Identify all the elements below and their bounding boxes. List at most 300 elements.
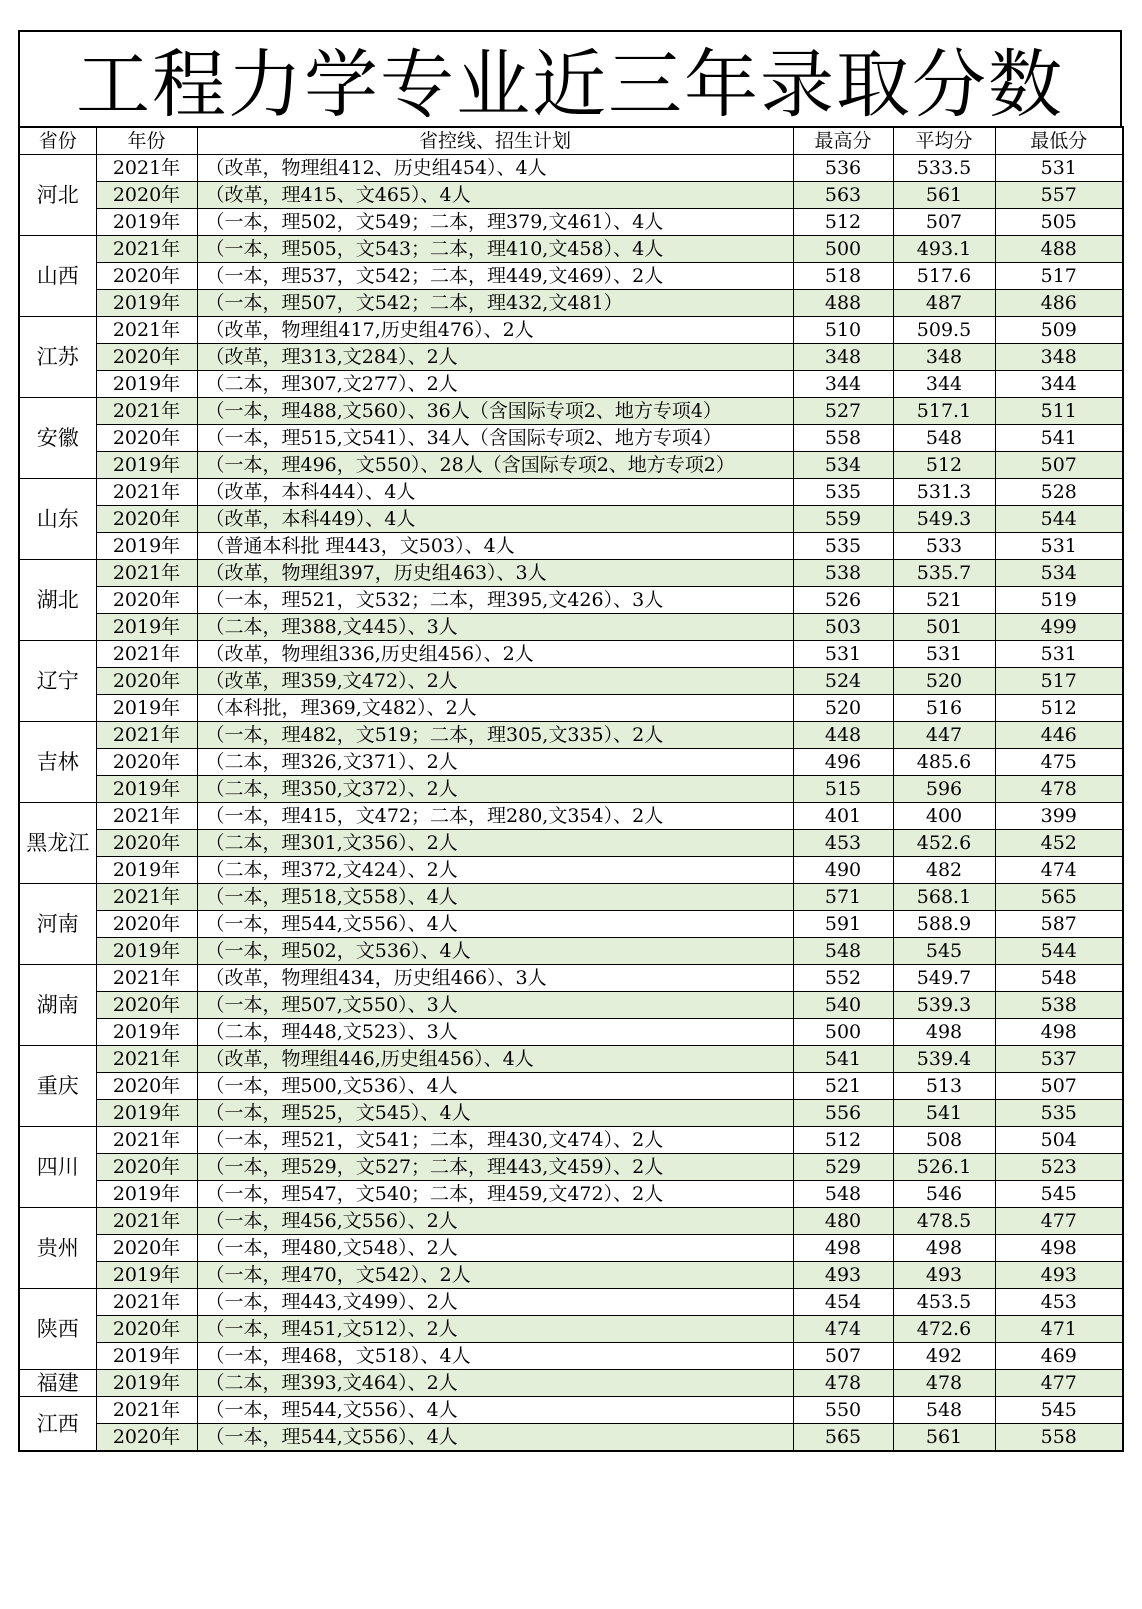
table-row (19, 1154, 1123, 1181)
avg-score-cell: 541 (893, 1100, 995, 1127)
avg-score-cell: 521 (893, 587, 995, 614)
avg-score-cell: 344 (893, 371, 995, 398)
min-score-cell: 452 (995, 830, 1123, 857)
table-row (19, 1343, 1123, 1370)
avg-score-cell: 493.1 (893, 236, 995, 263)
max-score-cell: 401 (793, 803, 893, 830)
plan-cell: （一本，理521，文532；二本，理395,文426）、3人 (197, 587, 793, 614)
min-score-cell: 511 (995, 398, 1123, 425)
page-title: 工程力学专业近三年录取分数 (18, 30, 1122, 126)
table-row (19, 803, 1123, 830)
max-score-cell: 478 (793, 1370, 893, 1397)
avg-score-cell: 533 (893, 533, 995, 560)
min-score-cell: 544 (995, 506, 1123, 533)
min-score-cell: 557 (995, 182, 1123, 209)
year-cell: 2020年 (96, 587, 197, 614)
province-cell: 陕西 (19, 1289, 96, 1370)
max-score-cell: 529 (793, 1154, 893, 1181)
min-score-cell: 587 (995, 911, 1123, 938)
min-score-cell: 531 (995, 641, 1123, 668)
plan-cell: （一本，理488,文560）、36人（含国际专项2、地方专项4） (197, 398, 793, 425)
max-score-cell: 500 (793, 236, 893, 263)
province-cell: 江苏 (19, 317, 96, 398)
max-score-cell: 512 (793, 1127, 893, 1154)
avg-score-cell: 561 (893, 182, 995, 209)
year-cell: 2021年 (96, 479, 197, 506)
province-cell: 山西 (19, 236, 96, 317)
min-score-cell: 519 (995, 587, 1123, 614)
plan-cell: （改革，物理组336,历史组456）、2人 (197, 641, 793, 668)
min-score-cell: 544 (995, 938, 1123, 965)
plan-cell: （改革，理359,文472）、2人 (197, 668, 793, 695)
table-row (19, 506, 1123, 533)
avg-score-cell: 485.6 (893, 749, 995, 776)
year-cell: 2021年 (96, 641, 197, 668)
min-score-cell: 517 (995, 263, 1123, 290)
max-score-cell: 503 (793, 614, 893, 641)
year-cell: 2020年 (96, 992, 197, 1019)
province-cell: 河南 (19, 884, 96, 965)
plan-cell: （改革，物理组417,历史组476）、2人 (197, 317, 793, 344)
min-score-cell: 499 (995, 614, 1123, 641)
year-cell: 2019年 (96, 695, 197, 722)
year-cell: 2019年 (96, 209, 197, 236)
province-cell: 吉林 (19, 722, 96, 803)
table-row (19, 1316, 1123, 1343)
max-score-cell: 521 (793, 1073, 893, 1100)
table-row (19, 749, 1123, 776)
table-row (19, 1019, 1123, 1046)
min-score-cell: 537 (995, 1046, 1123, 1073)
plan-cell: （普通本科批 理443，文503）、4人 (197, 533, 793, 560)
table-row (19, 884, 1123, 911)
table-row (19, 1100, 1123, 1127)
year-cell: 2021年 (96, 1046, 197, 1073)
year-cell: 2019年 (96, 1343, 197, 1370)
min-score-cell: 534 (995, 560, 1123, 587)
score-table (18, 126, 1124, 1452)
plan-cell: （一本，理547，文540；二本，理459,文472）、2人 (197, 1181, 793, 1208)
min-score-cell: 538 (995, 992, 1123, 1019)
year-cell: 2020年 (96, 425, 197, 452)
min-score-cell: 446 (995, 722, 1123, 749)
plan-cell: （二本，理448,文523）、3人 (197, 1019, 793, 1046)
year-cell: 2020年 (96, 1073, 197, 1100)
avg-score-cell: 453.5 (893, 1289, 995, 1316)
max-score-cell: 531 (793, 641, 893, 668)
min-score-cell: 541 (995, 425, 1123, 452)
plan-cell: （改革，本科449）、4人 (197, 506, 793, 533)
max-score-cell: 488 (793, 290, 893, 317)
max-score-cell: 563 (793, 182, 893, 209)
max-score-cell: 448 (793, 722, 893, 749)
table-row (19, 857, 1123, 884)
max-score-cell: 565 (793, 1424, 893, 1452)
max-score-cell: 512 (793, 209, 893, 236)
table-row (19, 452, 1123, 479)
avg-score-cell: 487 (893, 290, 995, 317)
table-row (19, 776, 1123, 803)
max-score-cell: 493 (793, 1262, 893, 1289)
year-cell: 2021年 (96, 884, 197, 911)
avg-score-cell: 539.3 (893, 992, 995, 1019)
table-row (19, 1424, 1123, 1452)
avg-score-cell: 482 (893, 857, 995, 884)
year-cell: 2021年 (96, 398, 197, 425)
avg-score-cell: 472.6 (893, 1316, 995, 1343)
plan-cell: （一本，理415，文472；二本，理280,文354）、2人 (197, 803, 793, 830)
avg-score-cell: 517.1 (893, 398, 995, 425)
max-score-cell: 496 (793, 749, 893, 776)
min-score-cell: 477 (995, 1208, 1123, 1235)
year-cell: 2020年 (96, 830, 197, 857)
plan-cell: （一本，理525，文545）、4人 (197, 1100, 793, 1127)
plan-cell: （改革，物理组434，历史组466）、3人 (197, 965, 793, 992)
max-score-cell: 515 (793, 776, 893, 803)
avg-score-cell: 535.7 (893, 560, 995, 587)
plan-cell: （一本，理500,文536）、4人 (197, 1073, 793, 1100)
table-row (19, 533, 1123, 560)
avg-score-cell: 526.1 (893, 1154, 995, 1181)
avg-score-cell: 478.5 (893, 1208, 995, 1235)
table-row (19, 1073, 1123, 1100)
min-score-cell: 504 (995, 1127, 1123, 1154)
year-cell: 2020年 (96, 1316, 197, 1343)
table-row (19, 938, 1123, 965)
year-cell: 2019年 (96, 776, 197, 803)
min-score-cell: 505 (995, 209, 1123, 236)
plan-cell: （一本，理507，文542；二本，理432,文481） (197, 290, 793, 317)
year-cell: 2020年 (96, 1154, 197, 1181)
table-row (19, 587, 1123, 614)
year-cell: 2021年 (96, 317, 197, 344)
max-score-cell: 348 (793, 344, 893, 371)
min-score-cell: 486 (995, 290, 1123, 317)
min-score-cell: 453 (995, 1289, 1123, 1316)
table-row (19, 1235, 1123, 1262)
max-score-cell: 548 (793, 938, 893, 965)
plan-cell: （一本，理451,文512）、2人 (197, 1316, 793, 1343)
min-score-cell: 528 (995, 479, 1123, 506)
table-row (19, 425, 1123, 452)
year-cell: 2021年 (96, 803, 197, 830)
plan-cell: （一本，理480,文548）、2人 (197, 1235, 793, 1262)
year-cell: 2020年 (96, 749, 197, 776)
year-cell: 2021年 (96, 1127, 197, 1154)
province-cell: 四川 (19, 1127, 96, 1208)
max-score-cell: 453 (793, 830, 893, 857)
max-score-cell: 540 (793, 992, 893, 1019)
min-score-cell: 471 (995, 1316, 1123, 1343)
max-score-cell: 527 (793, 398, 893, 425)
min-score-cell: 545 (995, 1181, 1123, 1208)
avg-score-cell: 545 (893, 938, 995, 965)
table-row (19, 1289, 1123, 1316)
plan-cell: （一本，理515,文541）、34人（含国际专项2、地方专项4） (197, 425, 793, 452)
year-cell: 2020年 (96, 344, 197, 371)
avg-score-cell: 400 (893, 803, 995, 830)
avg-score-cell: 507 (893, 209, 995, 236)
min-score-cell: 488 (995, 236, 1123, 263)
plan-cell: （一本，理537，文542；二本，理449,文469）、2人 (197, 263, 793, 290)
table-row (19, 992, 1123, 1019)
max-score-cell: 518 (793, 263, 893, 290)
max-score-cell: 344 (793, 371, 893, 398)
plan-cell: （一本，理482，文519；二本，理305,文335）、2人 (197, 722, 793, 749)
min-score-cell: 474 (995, 857, 1123, 884)
min-score-cell: 535 (995, 1100, 1123, 1127)
table-row (19, 317, 1123, 344)
avg-score-cell: 531.3 (893, 479, 995, 506)
year-cell: 2019年 (96, 1100, 197, 1127)
year-cell: 2019年 (96, 857, 197, 884)
avg-score-cell: 348 (893, 344, 995, 371)
header-plan: 省控线、招生计划 (197, 127, 793, 155)
table-row (19, 1370, 1123, 1397)
province-cell: 福建 (19, 1370, 96, 1397)
province-cell: 安徽 (19, 398, 96, 479)
table-row (19, 182, 1123, 209)
min-score-cell: 548 (995, 965, 1123, 992)
province-cell: 山东 (19, 479, 96, 560)
plan-cell: （改革，物理组412、历史组454）、4人 (197, 155, 793, 182)
province-cell: 贵州 (19, 1208, 96, 1289)
province-cell: 重庆 (19, 1046, 96, 1127)
province-cell: 湖北 (19, 560, 96, 641)
plan-cell: （一本，理456,文556）、2人 (197, 1208, 793, 1235)
table-row (19, 398, 1123, 425)
avg-score-cell: 498 (893, 1019, 995, 1046)
table-row (19, 614, 1123, 641)
min-score-cell: 512 (995, 695, 1123, 722)
plan-cell: （一本，理502，文536）、4人 (197, 938, 793, 965)
table-row (19, 344, 1123, 371)
avg-score-cell: 596 (893, 776, 995, 803)
min-score-cell: 545 (995, 1397, 1123, 1424)
year-cell: 2021年 (96, 1289, 197, 1316)
table-body (19, 155, 1123, 1452)
year-cell: 2019年 (96, 614, 197, 641)
max-score-cell: 520 (793, 695, 893, 722)
avg-score-cell: 516 (893, 695, 995, 722)
plan-cell: （一本，理505，文543；二本，理410,文458）、4人 (197, 236, 793, 263)
table-row (19, 560, 1123, 587)
province-cell: 江西 (19, 1397, 96, 1452)
table-row (19, 1181, 1123, 1208)
plan-cell: （一本，理496，文550）、28人（含国际专项2、地方专项2） (197, 452, 793, 479)
plan-cell: （一本，理470，文542）、2人 (197, 1262, 793, 1289)
max-score-cell: 534 (793, 452, 893, 479)
year-cell: 2019年 (96, 1019, 197, 1046)
year-cell: 2019年 (96, 533, 197, 560)
min-score-cell: 348 (995, 344, 1123, 371)
header-province: 省份 (19, 127, 96, 155)
header-min: 最低分 (995, 127, 1123, 155)
province-cell: 湖南 (19, 965, 96, 1046)
year-cell: 2020年 (96, 1424, 197, 1452)
min-score-cell: 558 (995, 1424, 1123, 1452)
max-score-cell: 526 (793, 587, 893, 614)
plan-cell: （本科批，理369,文482）、2人 (197, 695, 793, 722)
max-score-cell: 535 (793, 479, 893, 506)
avg-score-cell: 492 (893, 1343, 995, 1370)
table-row (19, 965, 1123, 992)
plan-cell: （一本，理529，文527；二本，理443,文459）、2人 (197, 1154, 793, 1181)
plan-cell: （一本，理544,文556）、4人 (197, 1424, 793, 1452)
max-score-cell: 552 (793, 965, 893, 992)
avg-score-cell: 546 (893, 1181, 995, 1208)
min-score-cell: 475 (995, 749, 1123, 776)
min-score-cell: 523 (995, 1154, 1123, 1181)
max-score-cell: 559 (793, 506, 893, 533)
table-row (19, 263, 1123, 290)
province-cell: 河北 (19, 155, 96, 236)
table-row (19, 1262, 1123, 1289)
max-score-cell: 548 (793, 1181, 893, 1208)
year-cell: 2019年 (96, 938, 197, 965)
table-row (19, 641, 1123, 668)
plan-cell: （二本，理301,文356）、2人 (197, 830, 793, 857)
avg-score-cell: 539.4 (893, 1046, 995, 1073)
year-cell: 2020年 (96, 911, 197, 938)
year-cell: 2021年 (96, 155, 197, 182)
header-max: 最高分 (793, 127, 893, 155)
avg-score-cell: 517.6 (893, 263, 995, 290)
avg-score-cell: 561 (893, 1424, 995, 1452)
plan-cell: （一本，理518,文558）、4人 (197, 884, 793, 911)
min-score-cell: 531 (995, 155, 1123, 182)
table-row (19, 479, 1123, 506)
avg-score-cell: 501 (893, 614, 995, 641)
plan-cell: （改革，本科444）、4人 (197, 479, 793, 506)
year-cell: 2020年 (96, 263, 197, 290)
table-row (19, 668, 1123, 695)
year-cell: 2021年 (96, 722, 197, 749)
table-row (19, 209, 1123, 236)
max-score-cell: 490 (793, 857, 893, 884)
avg-score-cell: 549.7 (893, 965, 995, 992)
max-score-cell: 480 (793, 1208, 893, 1235)
year-cell: 2019年 (96, 371, 197, 398)
min-score-cell: 565 (995, 884, 1123, 911)
year-cell: 2019年 (96, 1370, 197, 1397)
min-score-cell: 478 (995, 776, 1123, 803)
plan-cell: （改革，物理组397，历史组463）、3人 (197, 560, 793, 587)
table-row (19, 1397, 1123, 1424)
avg-score-cell: 447 (893, 722, 995, 749)
province-cell: 黑龙江 (19, 803, 96, 884)
max-score-cell: 454 (793, 1289, 893, 1316)
max-score-cell: 571 (793, 884, 893, 911)
max-score-cell: 510 (793, 317, 893, 344)
table-row (19, 911, 1123, 938)
year-cell: 2021年 (96, 560, 197, 587)
min-score-cell: 477 (995, 1370, 1123, 1397)
table-row (19, 236, 1123, 263)
min-score-cell: 344 (995, 371, 1123, 398)
year-cell: 2021年 (96, 236, 197, 263)
year-cell: 2019年 (96, 1262, 197, 1289)
header-year: 年份 (96, 127, 197, 155)
min-score-cell: 507 (995, 452, 1123, 479)
plan-cell: （一本，理544,文556）、4人 (197, 1397, 793, 1424)
avg-score-cell: 452.6 (893, 830, 995, 857)
max-score-cell: 550 (793, 1397, 893, 1424)
plan-cell: （改革，理415、文465）、4人 (197, 182, 793, 209)
min-score-cell: 517 (995, 668, 1123, 695)
plan-cell: （二本，理307,文277）、2人 (197, 371, 793, 398)
year-cell: 2021年 (96, 965, 197, 992)
header-avg: 平均分 (893, 127, 995, 155)
year-cell: 2021年 (96, 1208, 197, 1235)
max-score-cell: 498 (793, 1235, 893, 1262)
table-row (19, 722, 1123, 749)
avg-score-cell: 531 (893, 641, 995, 668)
score-sheet (18, 30, 1122, 1452)
max-score-cell: 524 (793, 668, 893, 695)
avg-score-cell: 512 (893, 452, 995, 479)
avg-score-cell: 513 (893, 1073, 995, 1100)
avg-score-cell: 498 (893, 1235, 995, 1262)
min-score-cell: 531 (995, 533, 1123, 560)
province-cell: 辽宁 (19, 641, 96, 722)
avg-score-cell: 548 (893, 1397, 995, 1424)
table-row (19, 1046, 1123, 1073)
year-cell: 2020年 (96, 506, 197, 533)
plan-cell: （一本，理521，文541；二本，理430,文474）、2人 (197, 1127, 793, 1154)
avg-score-cell: 588.9 (893, 911, 995, 938)
max-score-cell: 535 (793, 533, 893, 560)
max-score-cell: 474 (793, 1316, 893, 1343)
min-score-cell: 469 (995, 1343, 1123, 1370)
table-row (19, 1208, 1123, 1235)
table-row (19, 371, 1123, 398)
plan-cell: （改革，物理组446,历史组456）、4人 (197, 1046, 793, 1073)
year-cell: 2020年 (96, 1235, 197, 1262)
max-score-cell: 500 (793, 1019, 893, 1046)
avg-score-cell: 520 (893, 668, 995, 695)
avg-score-cell: 548 (893, 425, 995, 452)
table-row (19, 155, 1123, 182)
max-score-cell: 591 (793, 911, 893, 938)
max-score-cell: 538 (793, 560, 893, 587)
min-score-cell: 507 (995, 1073, 1123, 1100)
avg-score-cell: 533.5 (893, 155, 995, 182)
max-score-cell: 556 (793, 1100, 893, 1127)
min-score-cell: 498 (995, 1019, 1123, 1046)
min-score-cell: 509 (995, 317, 1123, 344)
plan-cell: （二本，理326,文371）、2人 (197, 749, 793, 776)
avg-score-cell: 508 (893, 1127, 995, 1154)
plan-cell: （二本，理350,文372）、2人 (197, 776, 793, 803)
plan-cell: （一本，理443,文499）、2人 (197, 1289, 793, 1316)
plan-cell: （一本，理507,文550）、3人 (197, 992, 793, 1019)
year-cell: 2019年 (96, 452, 197, 479)
table-row (19, 1127, 1123, 1154)
plan-cell: （一本，理468，文518）、4人 (197, 1343, 793, 1370)
max-score-cell: 507 (793, 1343, 893, 1370)
avg-score-cell: 493 (893, 1262, 995, 1289)
table-row (19, 830, 1123, 857)
plan-cell: （一本，理544,文556）、4人 (197, 911, 793, 938)
year-cell: 2019年 (96, 1181, 197, 1208)
table-row (19, 290, 1123, 317)
plan-cell: （二本，理372,文424）、2人 (197, 857, 793, 884)
min-score-cell: 399 (995, 803, 1123, 830)
year-cell: 2019年 (96, 290, 197, 317)
plan-cell: （改革，理313,文284）、2人 (197, 344, 793, 371)
avg-score-cell: 478 (893, 1370, 995, 1397)
